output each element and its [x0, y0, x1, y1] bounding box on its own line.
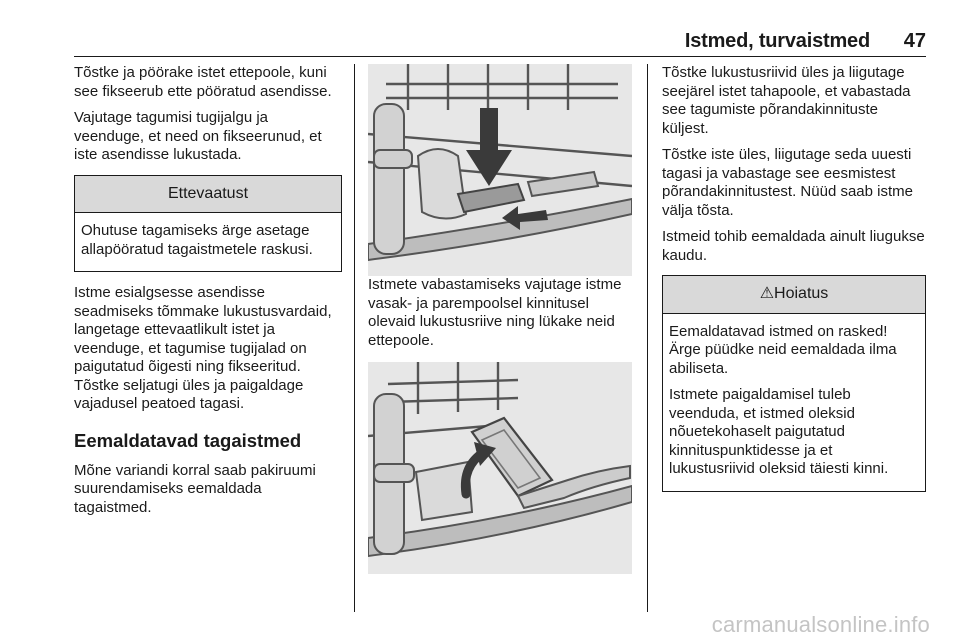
column-left — [74, 64, 342, 525]
header-divider — [74, 56, 926, 57]
watermark-text: carmanualsonline.info — [711, 612, 930, 637]
warning-box-body — [663, 314, 925, 491]
warning-text-heavy: Eemaldatavad istmed on rasked! Ärge püüdke neid eemaldada ilma abiliseta. — [669, 322, 897, 377]
seat-removal-illustration — [368, 362, 632, 574]
column-right — [662, 64, 926, 504]
paragraph-lift-seat: Tõstke iste üles, liigutage seda uuesti tagasi ja vabastage see eesmistest põrandakinnitustest. Nüüd saab istme välja tõsta. — [662, 146, 913, 219]
paragraph-sliding-door: Istmeid tohib eemaldada ainult liugukse kaudu. — [662, 228, 925, 264]
caution-box-title: Ettevaatust — [75, 176, 341, 214]
caution-box-body — [75, 213, 341, 271]
paragraph-restore-seat: Istme esialgsesse asendisse seadmiseks tõmmake lukustusvardaid, langetage ettevaatlikult istet ja veenduge, et tagumise tugijalad on paigutatud õigesti ning fikseeritud. Tõstke seljatugi üles ja paigaldage vajadusel peatoed tagasi. — [74, 284, 332, 412]
caution-box-text: Ohutuse tagamiseks ärge asetage allapööratud tagaistmetele raskusi. — [81, 222, 313, 258]
column-middle — [368, 64, 634, 574]
paragraph-press-legs: Vajutage tagumisi tugijalgu ja veenduge, et need on fikseerunud, et iste asendisse lukustada. — [74, 109, 322, 163]
column-divider-left — [354, 64, 355, 612]
paragraph-remove-seats: Mõne variandi korral saab pakiruumi suurendamiseks eemaldada tagaistmed. — [74, 461, 316, 516]
warning-box — [662, 275, 926, 492]
section-heading-removable-seats: Eemaldatavad tagaistmed — [74, 429, 302, 451]
warning-box-title — [663, 276, 925, 314]
column-divider-right — [647, 64, 648, 612]
page-number: 47 — [903, 30, 926, 52]
seat-release-illustration — [368, 64, 632, 276]
caution-box — [74, 175, 342, 273]
illustration-caption: Istmete vabastamiseks vajutage istme vasak- ja parempoolsel kinnitusel olevaid lukustusriive ning lükake neid ettepoole. — [368, 276, 622, 349]
warning-box-title-text: Hoiatus — [774, 285, 829, 302]
page-header-title: Istmed, turvaistmed — [684, 30, 870, 52]
warning-text-installation: Istmete paigaldamisel tuleb veenduda, et istmed oleksid nõuetekohaselt paigutatud kinnituspunktidesse ja et lukustusriivid oleksid täiesti kinni. — [669, 386, 889, 477]
warning-triangle-icon: ⚠ — [759, 285, 775, 302]
paragraph-tilt-seat: Tõstke ja pöörake istet ettepoole, kuni see fikseerub ette pööratud asendisse. — [74, 64, 332, 100]
paragraph-lift-latches: Tõstke lukustusriivid üles ja liigutage seejärel istet tahapoole, et vabastada see tagumiste põrandakinnituste küljest. — [662, 64, 911, 137]
